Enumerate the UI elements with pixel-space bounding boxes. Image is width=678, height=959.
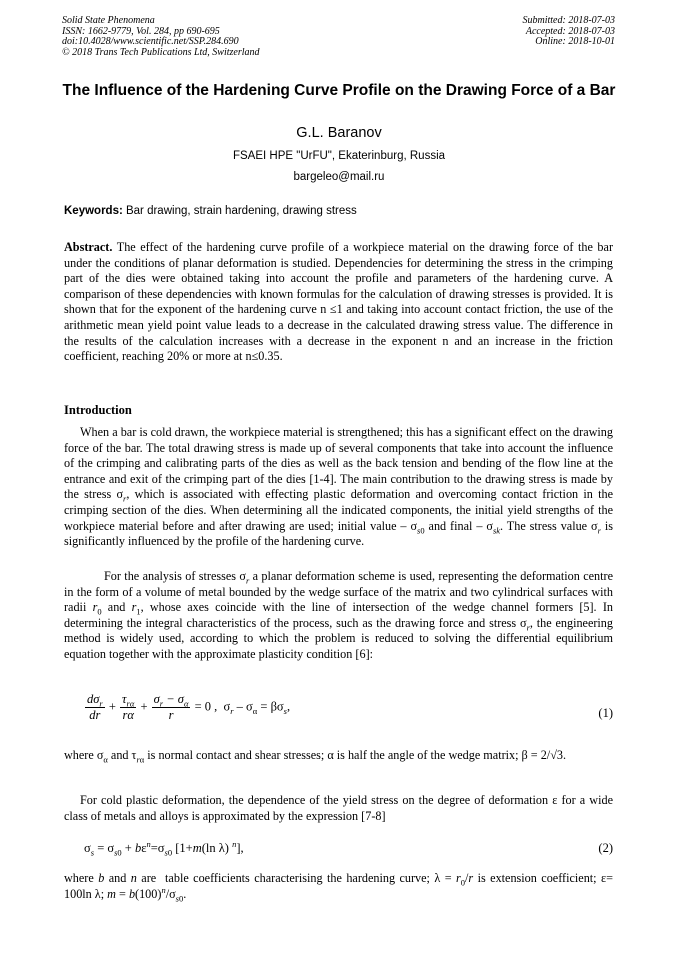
keywords-text: Bar drawing, strain hardening, drawing stress	[122, 205, 357, 217]
affiliation: FSAEI HPE "UrFU", Ekaterinburg, Russia	[232, 150, 446, 162]
issn: ISSN: 1662-9779, Vol. 284, pp 690-695	[62, 25, 220, 37]
accepted-date: Accepted: 2018-07-03	[525, 25, 615, 37]
section-heading-introduction: Introduction	[64, 403, 132, 417]
equation-number: (1)	[598, 706, 613, 720]
keywords	[64, 205, 357, 217]
paragraph: When a bar is cold drawn, the workpiece material is strengthened; this has a significant effect on the drawing force of the bar. The total drawing stress is made up of several components that take into account the influence of the crimping and calibrating parts of the dies as well as the back tension and bending of the flow line at the entrance and exit of the crimping part of the dies [1-4]. The main contribution to the drawing stress is made by the stress $\sigma_r$, which is associated with effecting plastic deformation and overcoming contact friction in the crimping section of the dies. When determining all the indicated components, the initial yield strengths of the workpiece material before and after drawing are used; initial value – $\sigma_{s0}$ and final – $\sigma_{sk}$. The stress value $\sigma_r$ is significantly influenced by the profile of the hardening curve.	[64, 425, 613, 549]
online-date: Online: 2018-10-01	[535, 36, 615, 47]
journal-header	[62, 16, 260, 58]
journal-name: Solid State Phenomena	[62, 15, 155, 26]
email: bargeleo@mail.ru	[293, 171, 385, 183]
equation-2: $\sigma_s = \sigma_{s0} + b\varepsilon^n=\sigma_{s0}$ [1+m(ln λ) $^n$], (2)	[84, 838, 613, 858]
dates-header	[523, 16, 616, 48]
fraction: $\frac{\sigma_r - \sigma_\alpha}{r}$	[153, 692, 189, 722]
paragraph: where b and n are table coefficients characterising the hardening curve; $\lambda = r_0/r$ is extension coefficient; ε= 100ln λ; $m = b(100)^n/\sigma_{s0}$.	[64, 871, 613, 904]
abstract-text: The effect of the hardening curve profile of a workpiece material on the drawing force of the bar under the conditions of planar deformation is studied. Dependencies for determining the stress in the crimping part of the dies were obtained taking into account the profile and parameters of the hardening curve. A comparison of these dependencies with known formulas for the calculation of drawing stresses is provided. It is shown that for the exponent of the hardening curve n ≤1 and taking into account contact friction, the use of the arithmetic mean yield point value leads to a decrease in the calculated drawing stress value. The difference in the results of the calculation increases with a decrease in the exponent n and an increase in the friction coefficient, reaching 20% or more at n≤0.35.	[64, 240, 613, 364]
equation-1: $\frac{d\sigma_r}{dr}$ + $\frac{\tau_{r\alpha}}{r\alpha}$ + $\frac{\sigma_r - \sigma_\alpha}{r}$ = 0 , $\sigma_r - \sigma_\alpha = \beta\sigma_s$, (1)	[87, 692, 613, 722]
abstract	[64, 240, 613, 365]
copyright: © 2018 Trans Tech Publications Ltd, Switzerland	[62, 46, 260, 58]
paper-title: The Influence of the Hardening Curve Profile on the Drawing Force of a Bar	[62, 82, 616, 99]
paragraph: For the analysis of stresses $\sigma_r$ a planar deformation scheme is used, representing the deformation centre in the form of a volume of metal bounded by the wedge surface of the matrix and two cylindrical surfaces with radii $r_0$ and $r_1$, whose axes coincide with the line of intersection of the wedge channel formers [5]. In determining the integral characteristics of the process, such as the drawing force and stress $\sigma_r$, the engineering method is widely used, according to which the problem is reduced to solving the differential equilibrium equation together with the approximate plasticity condition [6]:	[64, 569, 614, 661]
abstract-label: Abstract.	[64, 240, 113, 254]
fraction: $\frac{\tau_{r\alpha}}{r\alpha}$	[122, 692, 135, 722]
submitted-date: Submitted: 2018-07-03	[522, 15, 615, 26]
author: G.L. Baranov	[296, 125, 382, 141]
equation-number: (2)	[598, 841, 613, 855]
fraction: $\frac{d\sigma_r}{dr}$	[87, 692, 103, 722]
paragraph: where $\sigma_\alpha$ and $\tau_{r\alpha}$ is normal contact and shear stresses; α is half the angle of the wedge matrix; β = 2/√3.	[64, 748, 567, 765]
doi: doi:10.4028/www.scientific.net/SSP.284.690	[62, 36, 239, 47]
paragraph: For cold plastic deformation, the dependence of the yield stress on the degree of deformation ε for a wide class of metals and alloys is approximated by the expression [7-8]	[64, 793, 613, 823]
keywords-label: Keywords:	[64, 205, 123, 217]
